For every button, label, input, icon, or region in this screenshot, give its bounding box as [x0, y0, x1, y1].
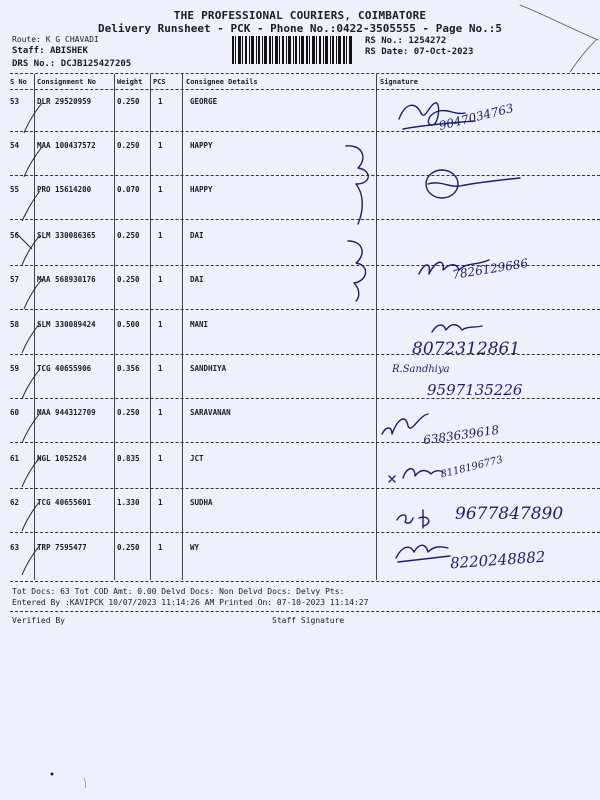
- handwritten-name: R.Sandhiya: [392, 364, 450, 375]
- signature-scribble: [393, 504, 445, 532]
- staff-line: [12, 46, 88, 56]
- footer-rule: [10, 581, 600, 582]
- row-consignee: SARAVANAN: [190, 408, 231, 417]
- row-sno: 53: [10, 97, 20, 106]
- row-sno: 55: [10, 185, 20, 194]
- row-consignee: SANDHIYA: [190, 364, 227, 373]
- handwritten-phone: 6383639618: [422, 422, 500, 448]
- table-row: [0, 454, 600, 498]
- signature-scribble: [392, 536, 452, 566]
- row-consignment: MAA 100437572: [37, 141, 96, 150]
- row-consignee: MANI: [190, 320, 209, 329]
- totals-line: Tot Docs: 63 Tot COD Amt: 0.00 Delvd Docs: Non Delvd Docs: Delvy Pts:: [12, 587, 345, 596]
- barcode: [232, 36, 354, 64]
- col-consignment: Consignment No: [37, 78, 97, 86]
- verified-by-label: Verified By: [12, 616, 65, 625]
- drs-label: DRS No.:: [12, 59, 56, 69]
- row-consignee: JCT: [190, 454, 204, 463]
- row-pcs: 1: [158, 275, 163, 284]
- row-weight: 0.250: [117, 141, 140, 150]
- staff-value: ABISHEK: [49, 46, 88, 56]
- row-consignment: TRP 7595477: [37, 543, 87, 552]
- signature-scribble: [420, 160, 525, 205]
- row-rule: [10, 442, 600, 443]
- route-label: Route:: [12, 35, 41, 44]
- rs-no-line: [365, 36, 446, 46]
- corner-pen-mark: [500, 0, 600, 75]
- row-pcs: 1: [158, 408, 163, 417]
- row-consignment: SLM 330086365: [37, 231, 96, 240]
- row-consignee: DAI: [190, 275, 204, 284]
- col-consignee: Consignee Details: [186, 78, 258, 86]
- handwritten-phone: 8220248882: [449, 547, 546, 573]
- row-weight: 0.356: [117, 364, 140, 373]
- row-rule: [10, 309, 600, 310]
- row-consignment: MAA 944312709: [37, 408, 96, 417]
- scan-speck: [40, 768, 100, 788]
- route-value: K G CHAVADI: [45, 35, 99, 44]
- ditto-brace: [338, 235, 398, 305]
- row-consignee: HAPPY: [190, 185, 213, 194]
- company-title: THE PROFESSIONAL COURIERS, COIMBATORE: [173, 9, 427, 22]
- staff-signature-label: Staff Signature: [272, 616, 345, 625]
- handwritten-phone: 7826129686: [451, 256, 529, 282]
- rs-date-line: [365, 47, 473, 57]
- row-consignment: TCG 40655906: [37, 364, 92, 373]
- row-pcs: 1: [158, 364, 163, 373]
- col-sno: S No: [10, 78, 27, 86]
- table-row: [0, 275, 600, 319]
- row-sno: 61: [10, 454, 20, 463]
- row-weight: 0.500: [117, 320, 140, 329]
- tick-marks: [10, 95, 50, 585]
- ditto-brace: [338, 140, 398, 230]
- row-consignment: NGL 1052524: [37, 454, 87, 463]
- col-weight: Weight: [117, 78, 143, 86]
- entered-line: Entered By :KAVIPCK 10/07/2023 11:14:26 AM Printed On: 07-10-2023 11:14:27: [12, 598, 369, 607]
- row-weight: 0.250: [117, 97, 140, 106]
- signature-scribble: [428, 318, 488, 338]
- row-rule: [10, 532, 600, 533]
- row-sno: 57: [10, 275, 20, 284]
- handwritten-phone: 8072312861: [412, 339, 521, 359]
- row-weight: 0.250: [117, 408, 140, 417]
- row-rule: [10, 131, 600, 132]
- row-consignment: MAA 568930176: [37, 275, 96, 284]
- rs-date-label: RS Date:: [365, 47, 409, 57]
- row-consignment: DLR 29520959: [37, 97, 92, 106]
- row-consignee: SUDHA: [190, 498, 213, 507]
- row-weight: 0.250: [117, 543, 140, 552]
- row-consignment: SLM 330089424: [37, 320, 96, 329]
- drs-line: [12, 59, 131, 69]
- handwritten-phone: 9677847890: [455, 504, 564, 524]
- row-pcs: 1: [158, 97, 163, 106]
- footer-rule: [10, 611, 600, 612]
- signature-scribble: [385, 458, 445, 486]
- row-rule: [10, 488, 600, 489]
- row-sno: 58: [10, 320, 20, 329]
- row-sno: 63: [10, 543, 20, 552]
- row-pcs: 1: [158, 141, 163, 150]
- row-consignee: DAI: [190, 231, 204, 240]
- drs-value: DCJB125427205: [60, 59, 132, 69]
- rs-no-label: RS No.:: [365, 36, 403, 46]
- staff-label: Staff:: [12, 46, 45, 56]
- row-sno: 62: [10, 498, 20, 507]
- row-sno: 59: [10, 364, 20, 373]
- col-pcs: PCS: [153, 78, 166, 86]
- row-weight: 0.070: [117, 185, 140, 194]
- row-consignee: GEORGE: [190, 97, 218, 106]
- row-consignment: TCG 40655601: [37, 498, 92, 507]
- handwritten-phone: 9597135226: [427, 381, 523, 399]
- rs-no-value: 1254272: [408, 36, 447, 46]
- row-weight: 1.330: [117, 498, 140, 507]
- row-pcs: 1: [158, 543, 163, 552]
- row-weight: 0.250: [117, 231, 140, 240]
- row-weight: 0.835: [117, 454, 140, 463]
- table-header-rule: [10, 89, 600, 90]
- row-sno: 54: [10, 141, 20, 150]
- row-rule: [10, 219, 600, 220]
- handwritten-phone: 8118196773: [439, 454, 505, 481]
- row-consignment: PRO 15614200: [37, 185, 92, 194]
- row-pcs: 1: [158, 498, 163, 507]
- row-pcs: 1: [158, 185, 163, 194]
- row-weight: 0.250: [117, 275, 140, 284]
- row-consignee: HAPPY: [190, 141, 213, 150]
- row-sno: 56: [10, 231, 20, 240]
- runsheet-subtitle: Delivery Runsheet - PCK - Phone No.:0422-3505555 - Page No.:5: [98, 22, 502, 35]
- col-signature: Signature: [380, 78, 418, 86]
- handwritten-phone: 9047034763: [437, 100, 515, 134]
- table-row: [0, 408, 600, 452]
- route-line: [12, 35, 99, 44]
- table-top-rule: [10, 73, 600, 74]
- row-consignee: WY: [190, 543, 200, 552]
- row-pcs: 1: [158, 231, 163, 240]
- row-pcs: 1: [158, 454, 163, 463]
- row-sno: 60: [10, 408, 20, 417]
- row-pcs: 1: [158, 320, 163, 329]
- rs-date-value: 07-Oct-2023: [413, 47, 474, 57]
